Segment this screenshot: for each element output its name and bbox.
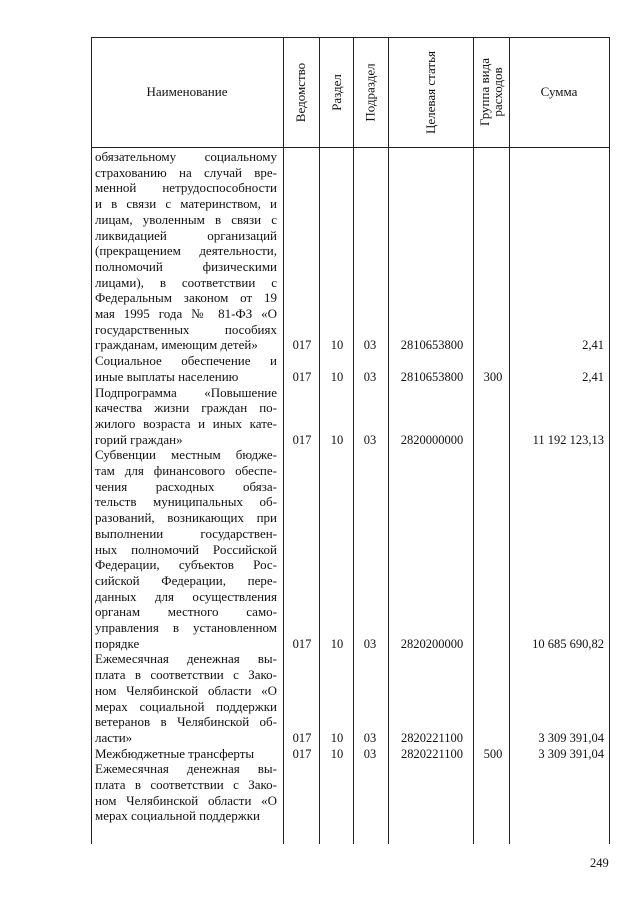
- col-divider: [388, 37, 389, 844]
- cell-pod: 03: [363, 432, 377, 447]
- col-divider: [473, 37, 474, 844]
- row-name-line: мая 1995 года № 81-ФЗ «О: [95, 306, 277, 322]
- cell-cel: 2820000000: [400, 432, 464, 447]
- row-name-line: органам местного само-: [95, 604, 277, 620]
- cell-pod: 03: [363, 369, 377, 384]
- row-name: [95, 761, 277, 824]
- row-name-line: Субвенции местным бюдже-: [95, 447, 277, 463]
- row-name: [95, 385, 277, 448]
- row-name-line: лицами), в соответствии с: [95, 274, 277, 290]
- cell-pod: 03: [363, 746, 377, 761]
- row-name-line: ласти»: [95, 729, 133, 745]
- cell-cel: 2820221100: [400, 746, 464, 761]
- row-name-line: качества жизни граждан по-: [95, 400, 277, 416]
- cell-ved: 017: [292, 338, 312, 353]
- row-name-line: горий граждан»: [95, 431, 183, 447]
- col-divider: [319, 37, 320, 844]
- header-celevaya: Целевая статья: [422, 50, 438, 134]
- row-name-line: сийской Федерации, пере-: [95, 572, 277, 588]
- row-name-line: ном Челябинской области «О: [95, 682, 277, 698]
- cell-cel: 2810653800: [400, 338, 464, 353]
- cell-sum: 2,41: [582, 369, 604, 384]
- row-name-line: жилого возраста и иных кате-: [95, 415, 277, 431]
- cell-raz: 10: [330, 746, 344, 761]
- row-name: [95, 353, 277, 384]
- cell-grp: 300: [483, 369, 503, 384]
- cell-sum: 11 192 123,13: [532, 432, 604, 447]
- cell-raz: 10: [330, 338, 344, 353]
- cell-sum: 3 309 391,04: [538, 746, 604, 761]
- header-summa: Сумма: [540, 84, 578, 99]
- row-name-line: Социальное обеспечение и: [95, 353, 277, 369]
- row-name-line: страхованию на случай вре-: [95, 164, 277, 180]
- row-name-line: управления в установленном: [95, 620, 277, 636]
- page-number: 249: [590, 856, 609, 870]
- col-divider: [509, 37, 510, 844]
- header-gruppa: Группа вида расходов: [477, 58, 506, 126]
- row-name: [95, 149, 277, 353]
- cell-ved: 017: [292, 636, 312, 651]
- cell-pod: 03: [363, 730, 377, 745]
- row-name-line: ветеранов в Челябинской об-: [95, 714, 277, 730]
- row-name-line: менной нетрудоспособности: [95, 180, 277, 196]
- cell-raz: 10: [330, 369, 344, 384]
- cell-cel: 2820200000: [400, 636, 464, 651]
- row-name-line: мерах социальной поддержки: [95, 698, 277, 714]
- row-name-line: Федерации, субъектов Рос-: [95, 557, 277, 573]
- row-name-line: плата в соответствии с Зако-: [95, 777, 277, 792]
- row-name-line: гражданам, имеющим детей»: [95, 337, 258, 353]
- row-name-line: Межбюджетные трансферты: [95, 745, 255, 761]
- table-border-left: [91, 37, 92, 844]
- cell-cel: 2820221100: [400, 730, 464, 745]
- row-name-line: обязательному социальному: [95, 149, 277, 164]
- row-name-line: полномочий физическими: [95, 258, 277, 274]
- row-name-line: Подпрограмма «Повышение: [95, 384, 277, 400]
- row-name-line: тельств муниципальных об-: [95, 494, 277, 510]
- row-name-line: Ежемесячная денежная вы-: [95, 761, 277, 777]
- table-border-right: [609, 37, 610, 844]
- row-name-line: плата в соответствии с Зако-: [95, 667, 277, 683]
- row-name-line: порядке: [95, 635, 140, 651]
- cell-ved: 017: [292, 730, 312, 745]
- cell-ved: 017: [292, 746, 312, 761]
- row-name-line: лицам, уволенным в связи с: [95, 211, 277, 227]
- header-razdel: Раздел: [328, 73, 344, 111]
- header-podrazdel: Подраздел: [363, 62, 379, 122]
- cell-cel: 2810653800: [400, 369, 464, 384]
- row-name-line: и в связи с материнством, и: [95, 196, 277, 212]
- row-name-line: разований, возникающих при: [95, 510, 277, 526]
- cell-pod: 03: [363, 636, 377, 651]
- row-name-line: чения расходных обяза-: [95, 478, 277, 494]
- row-name: [95, 746, 277, 762]
- row-name-line: выполнении государствен-: [95, 525, 277, 541]
- row-name-line: ликвидацией организаций: [95, 227, 277, 243]
- cell-ved: 017: [292, 369, 312, 384]
- header-name: Наименование: [146, 84, 228, 99]
- cell-ved: 017: [292, 432, 312, 447]
- row-name-line: Ежемесячная денежная вы-: [95, 651, 277, 667]
- row-name-line: Федеральным законом от 19: [95, 290, 277, 306]
- row-name-line: государственных пособиях: [95, 321, 277, 337]
- row-name-line: ном Челябинской области «О: [95, 792, 277, 808]
- row-name-line: (прекращением деятельности,: [95, 243, 277, 259]
- row-name: [95, 447, 277, 651]
- cell-grp: 500: [483, 746, 503, 761]
- cell-raz: 10: [330, 432, 344, 447]
- cell-raz: 10: [330, 636, 344, 651]
- cell-sum: 10 685 690,82: [532, 636, 604, 651]
- cell-raz: 10: [330, 730, 344, 745]
- col-divider: [353, 37, 354, 844]
- row-name-line: иные выплаты населению: [95, 368, 239, 384]
- row-name-line: там для финансового обеспе-: [95, 463, 277, 478]
- cell-sum: 3 309 391,04: [538, 730, 604, 745]
- row-name-line: мерах социальной поддержки: [95, 808, 261, 824]
- cell-sum: 2,41: [582, 338, 604, 353]
- row-name-line: ных полномочий Российской: [95, 541, 277, 557]
- row-name: [95, 651, 277, 745]
- cell-pod: 03: [363, 338, 377, 353]
- budget-table: [91, 37, 610, 844]
- col-divider: [283, 37, 284, 844]
- row-name-line: данных для осуществления: [95, 588, 277, 604]
- header-vedomstvo: Ведомство: [293, 62, 309, 122]
- header-divider: [91, 147, 610, 148]
